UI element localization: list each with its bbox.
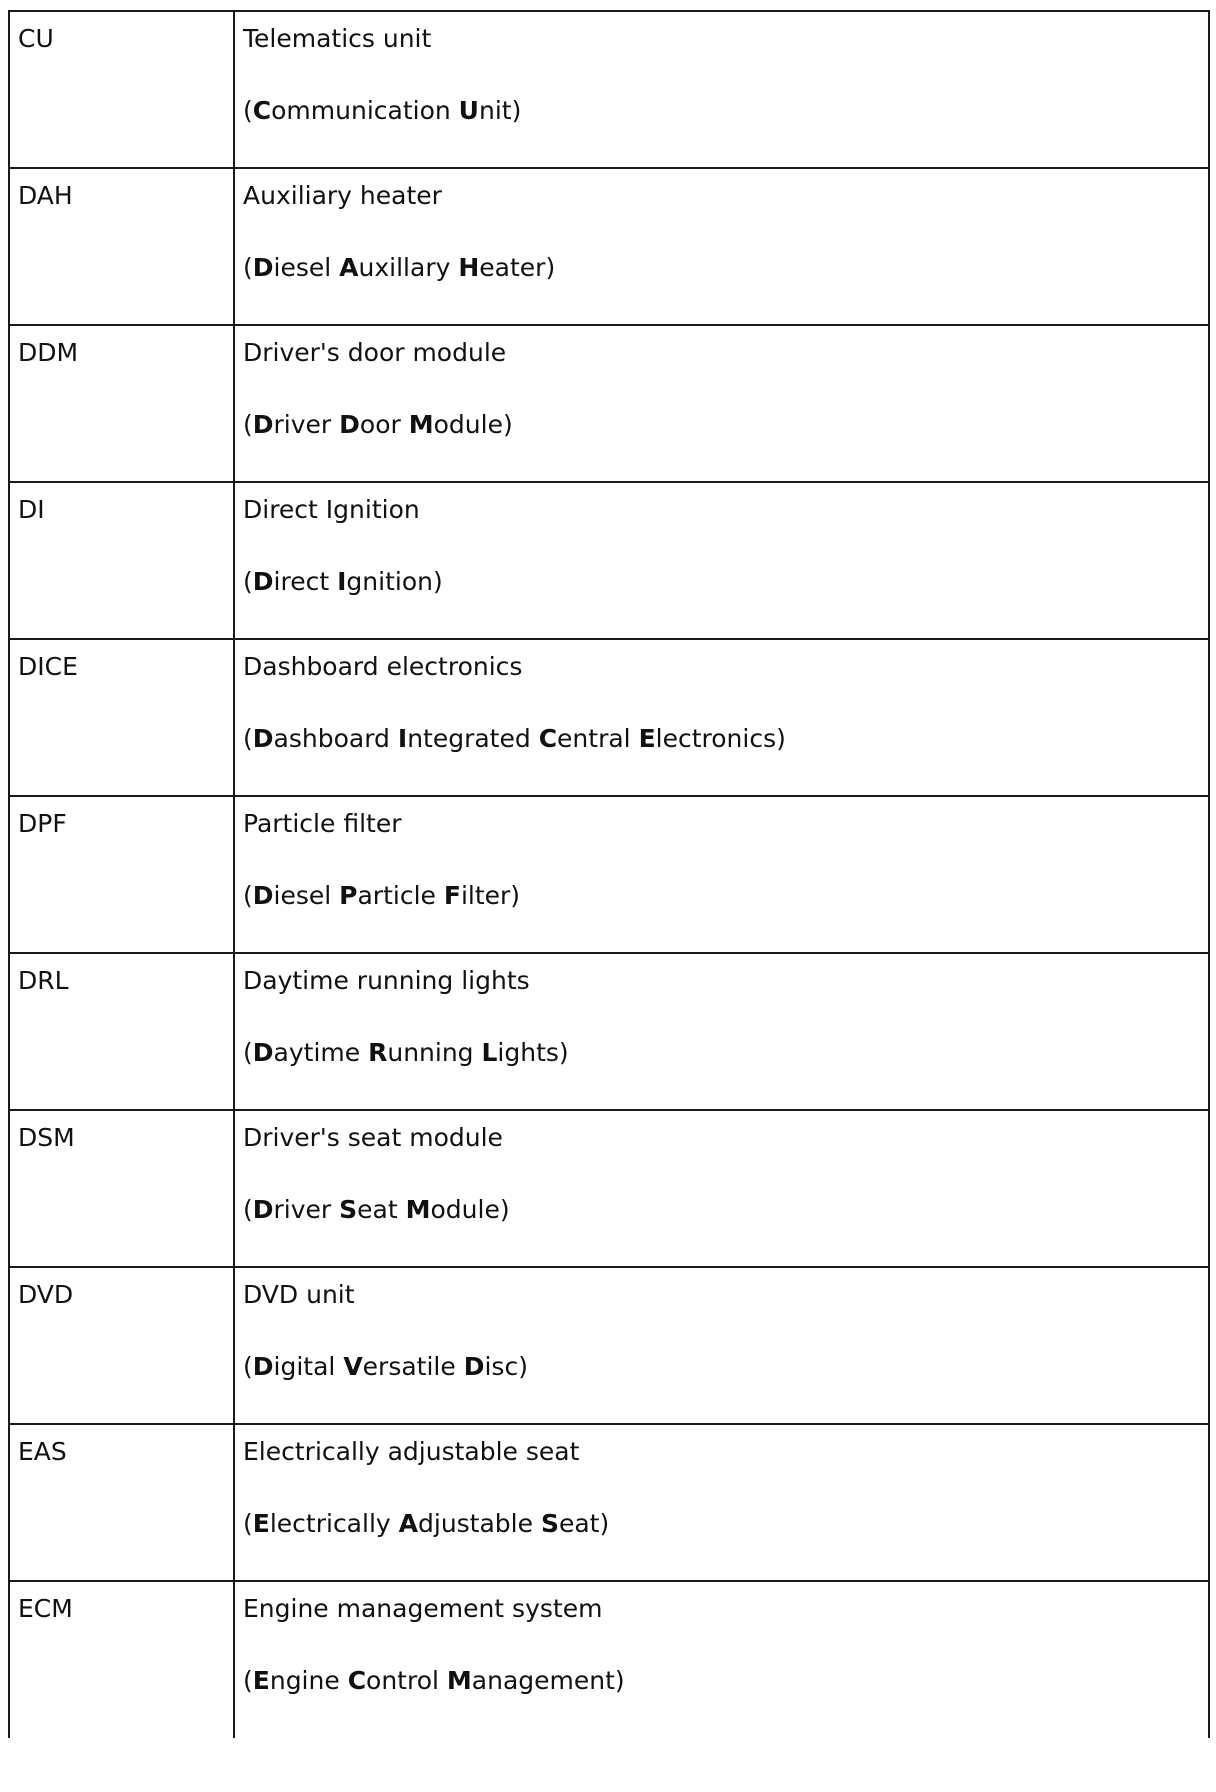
word-rest: odule	[430, 1195, 500, 1224]
abbreviation: DVD	[18, 1280, 74, 1309]
description-cell	[234, 168, 1209, 325]
word-rest: uxillary	[358, 253, 459, 282]
initial-letter: I	[337, 567, 347, 596]
description: Driver's seat module	[243, 1123, 503, 1152]
initial-letter: C	[252, 96, 272, 125]
table-row	[9, 796, 1209, 953]
description: Auxiliary heater	[243, 181, 442, 210]
word-rest: oor	[359, 410, 409, 439]
description: Direct Ignition	[243, 495, 420, 524]
full-name: (Electrically Adjustable Seat)	[243, 1509, 610, 1538]
word-rest: irect	[273, 567, 338, 596]
description-cell	[234, 1424, 1209, 1581]
full-name: (Driver Door Module)	[243, 410, 513, 439]
description-cell	[234, 325, 1209, 482]
table-row	[9, 1110, 1209, 1267]
table-row	[9, 953, 1209, 1110]
word-rest: lectrically	[269, 1509, 399, 1538]
description-cell	[234, 482, 1209, 639]
abbreviation: ECM	[18, 1594, 73, 1623]
word-rest: eat	[558, 1509, 600, 1538]
initial-letter: D	[252, 1195, 274, 1224]
word-rest: odule	[433, 410, 503, 439]
full-name: (Diesel Auxillary Heater)	[243, 253, 556, 282]
word-rest: article	[357, 881, 444, 910]
initial-letter: E	[638, 724, 656, 753]
full-name: (Driver Seat Module)	[243, 1195, 510, 1224]
abbreviation: DPF	[18, 809, 67, 838]
initial-letter: S	[540, 1509, 559, 1538]
initial-letter: M	[405, 1195, 431, 1224]
full-name: (Dashboard Integrated Central Electronics)	[243, 724, 786, 753]
initial-letter: M	[408, 410, 434, 439]
initial-letter: U	[458, 96, 479, 125]
word-rest: ashboard	[273, 724, 398, 753]
table-row	[9, 1581, 1209, 1738]
word-rest: ommunication	[271, 96, 459, 125]
abbreviation: DICE	[18, 652, 78, 681]
word-rest: ights	[497, 1038, 559, 1067]
word-rest: lectronics	[655, 724, 777, 753]
description: Dashboard electronics	[243, 652, 523, 681]
word-rest: iesel	[273, 253, 340, 282]
abbreviation-cell	[9, 953, 234, 1110]
word-rest: ilter	[460, 881, 511, 910]
abbreviation: DRL	[18, 966, 69, 995]
initial-letter: D	[252, 410, 274, 439]
word-rest: anagement	[471, 1666, 615, 1695]
full-name: (Communication Unit)	[243, 96, 522, 125]
abbreviation-table	[8, 10, 1210, 1738]
initial-letter: E	[252, 1509, 270, 1538]
abbreviation: EAS	[18, 1437, 67, 1466]
description-cell	[234, 953, 1209, 1110]
abbreviation-cell	[9, 482, 234, 639]
word-rest: unning	[387, 1038, 482, 1067]
abbreviation-cell	[9, 325, 234, 482]
initial-letter: A	[398, 1509, 418, 1538]
abbreviation-cell	[9, 168, 234, 325]
abbreviation-cell	[9, 796, 234, 953]
description: Engine management system	[243, 1594, 603, 1623]
table-row	[9, 168, 1209, 325]
word-rest: iesel	[273, 881, 340, 910]
full-name: (Engine Control Management)	[243, 1666, 625, 1695]
initial-letter: D	[252, 1352, 274, 1381]
initial-letter: F	[443, 881, 461, 910]
initial-letter: D	[252, 1038, 274, 1067]
abbreviation: DAH	[18, 181, 73, 210]
initial-letter: E	[252, 1666, 270, 1695]
description: DVD unit	[243, 1280, 355, 1309]
initial-letter: D	[252, 567, 274, 596]
description-cell	[234, 796, 1209, 953]
description-cell	[234, 1581, 1209, 1738]
initial-letter: C	[347, 1666, 367, 1695]
initial-letter: D	[339, 410, 360, 439]
initial-letter: C	[538, 724, 558, 753]
abbreviation: CU	[18, 24, 54, 53]
word-rest: ersatile	[362, 1352, 464, 1381]
abbreviation-table-body	[9, 11, 1209, 1738]
word-rest: eater	[479, 253, 546, 282]
full-name: (Daytime Running Lights)	[243, 1038, 569, 1067]
full-name: (Digital Versatile Disc)	[243, 1352, 528, 1381]
table-row	[9, 11, 1209, 168]
full-name: (Diesel Particle Filter)	[243, 881, 521, 910]
initial-letter: A	[339, 253, 359, 282]
initial-letter: D	[463, 1352, 485, 1381]
word-rest: gnition	[346, 567, 433, 596]
initial-letter: R	[368, 1038, 388, 1067]
word-rest: isc	[484, 1352, 519, 1381]
initial-letter: D	[252, 253, 274, 282]
word-rest: aytime	[273, 1038, 369, 1067]
initial-letter: M	[446, 1666, 472, 1695]
word-rest: eat	[357, 1195, 406, 1224]
word-rest: nit	[478, 96, 512, 125]
table-row	[9, 482, 1209, 639]
description-cell	[234, 11, 1209, 168]
initial-letter: D	[252, 724, 274, 753]
initial-letter: S	[339, 1195, 358, 1224]
abbreviation-cell	[9, 639, 234, 796]
word-rest: djustable	[418, 1509, 541, 1538]
abbreviation: DSM	[18, 1123, 75, 1152]
initial-letter: D	[252, 881, 274, 910]
word-rest: ntegrated	[407, 724, 539, 753]
abbreviation-cell	[9, 1110, 234, 1267]
abbreviation-cell	[9, 1424, 234, 1581]
table-row	[9, 639, 1209, 796]
description: Telematics unit	[243, 24, 432, 53]
initial-letter: H	[458, 253, 480, 282]
word-rest: ngine	[269, 1666, 348, 1695]
initial-letter: L	[481, 1038, 498, 1067]
description: Driver's door module	[243, 338, 507, 367]
description-cell	[234, 639, 1209, 796]
table-row	[9, 325, 1209, 482]
abbreviation-cell	[9, 1267, 234, 1424]
initial-letter: V	[343, 1352, 363, 1381]
description: Daytime running lights	[243, 966, 530, 995]
abbreviation-cell	[9, 1581, 234, 1738]
abbreviation: DDM	[18, 338, 79, 367]
description: Electrically adjustable seat	[243, 1437, 580, 1466]
word-rest: river	[273, 410, 340, 439]
description-cell	[234, 1267, 1209, 1424]
description: Particle filter	[243, 809, 402, 838]
initial-letter: I	[397, 724, 408, 753]
word-rest: ontrol	[366, 1666, 447, 1695]
word-rest: river	[273, 1195, 340, 1224]
initial-letter: P	[339, 881, 358, 910]
word-rest: igital	[273, 1352, 344, 1381]
abbreviation: DI	[18, 495, 45, 524]
table-row	[9, 1267, 1209, 1424]
word-rest: entral	[557, 724, 639, 753]
table-row	[9, 1424, 1209, 1581]
full-name: (Direct Ignition)	[243, 567, 443, 596]
abbreviation-cell	[9, 11, 234, 168]
description-cell	[234, 1110, 1209, 1267]
